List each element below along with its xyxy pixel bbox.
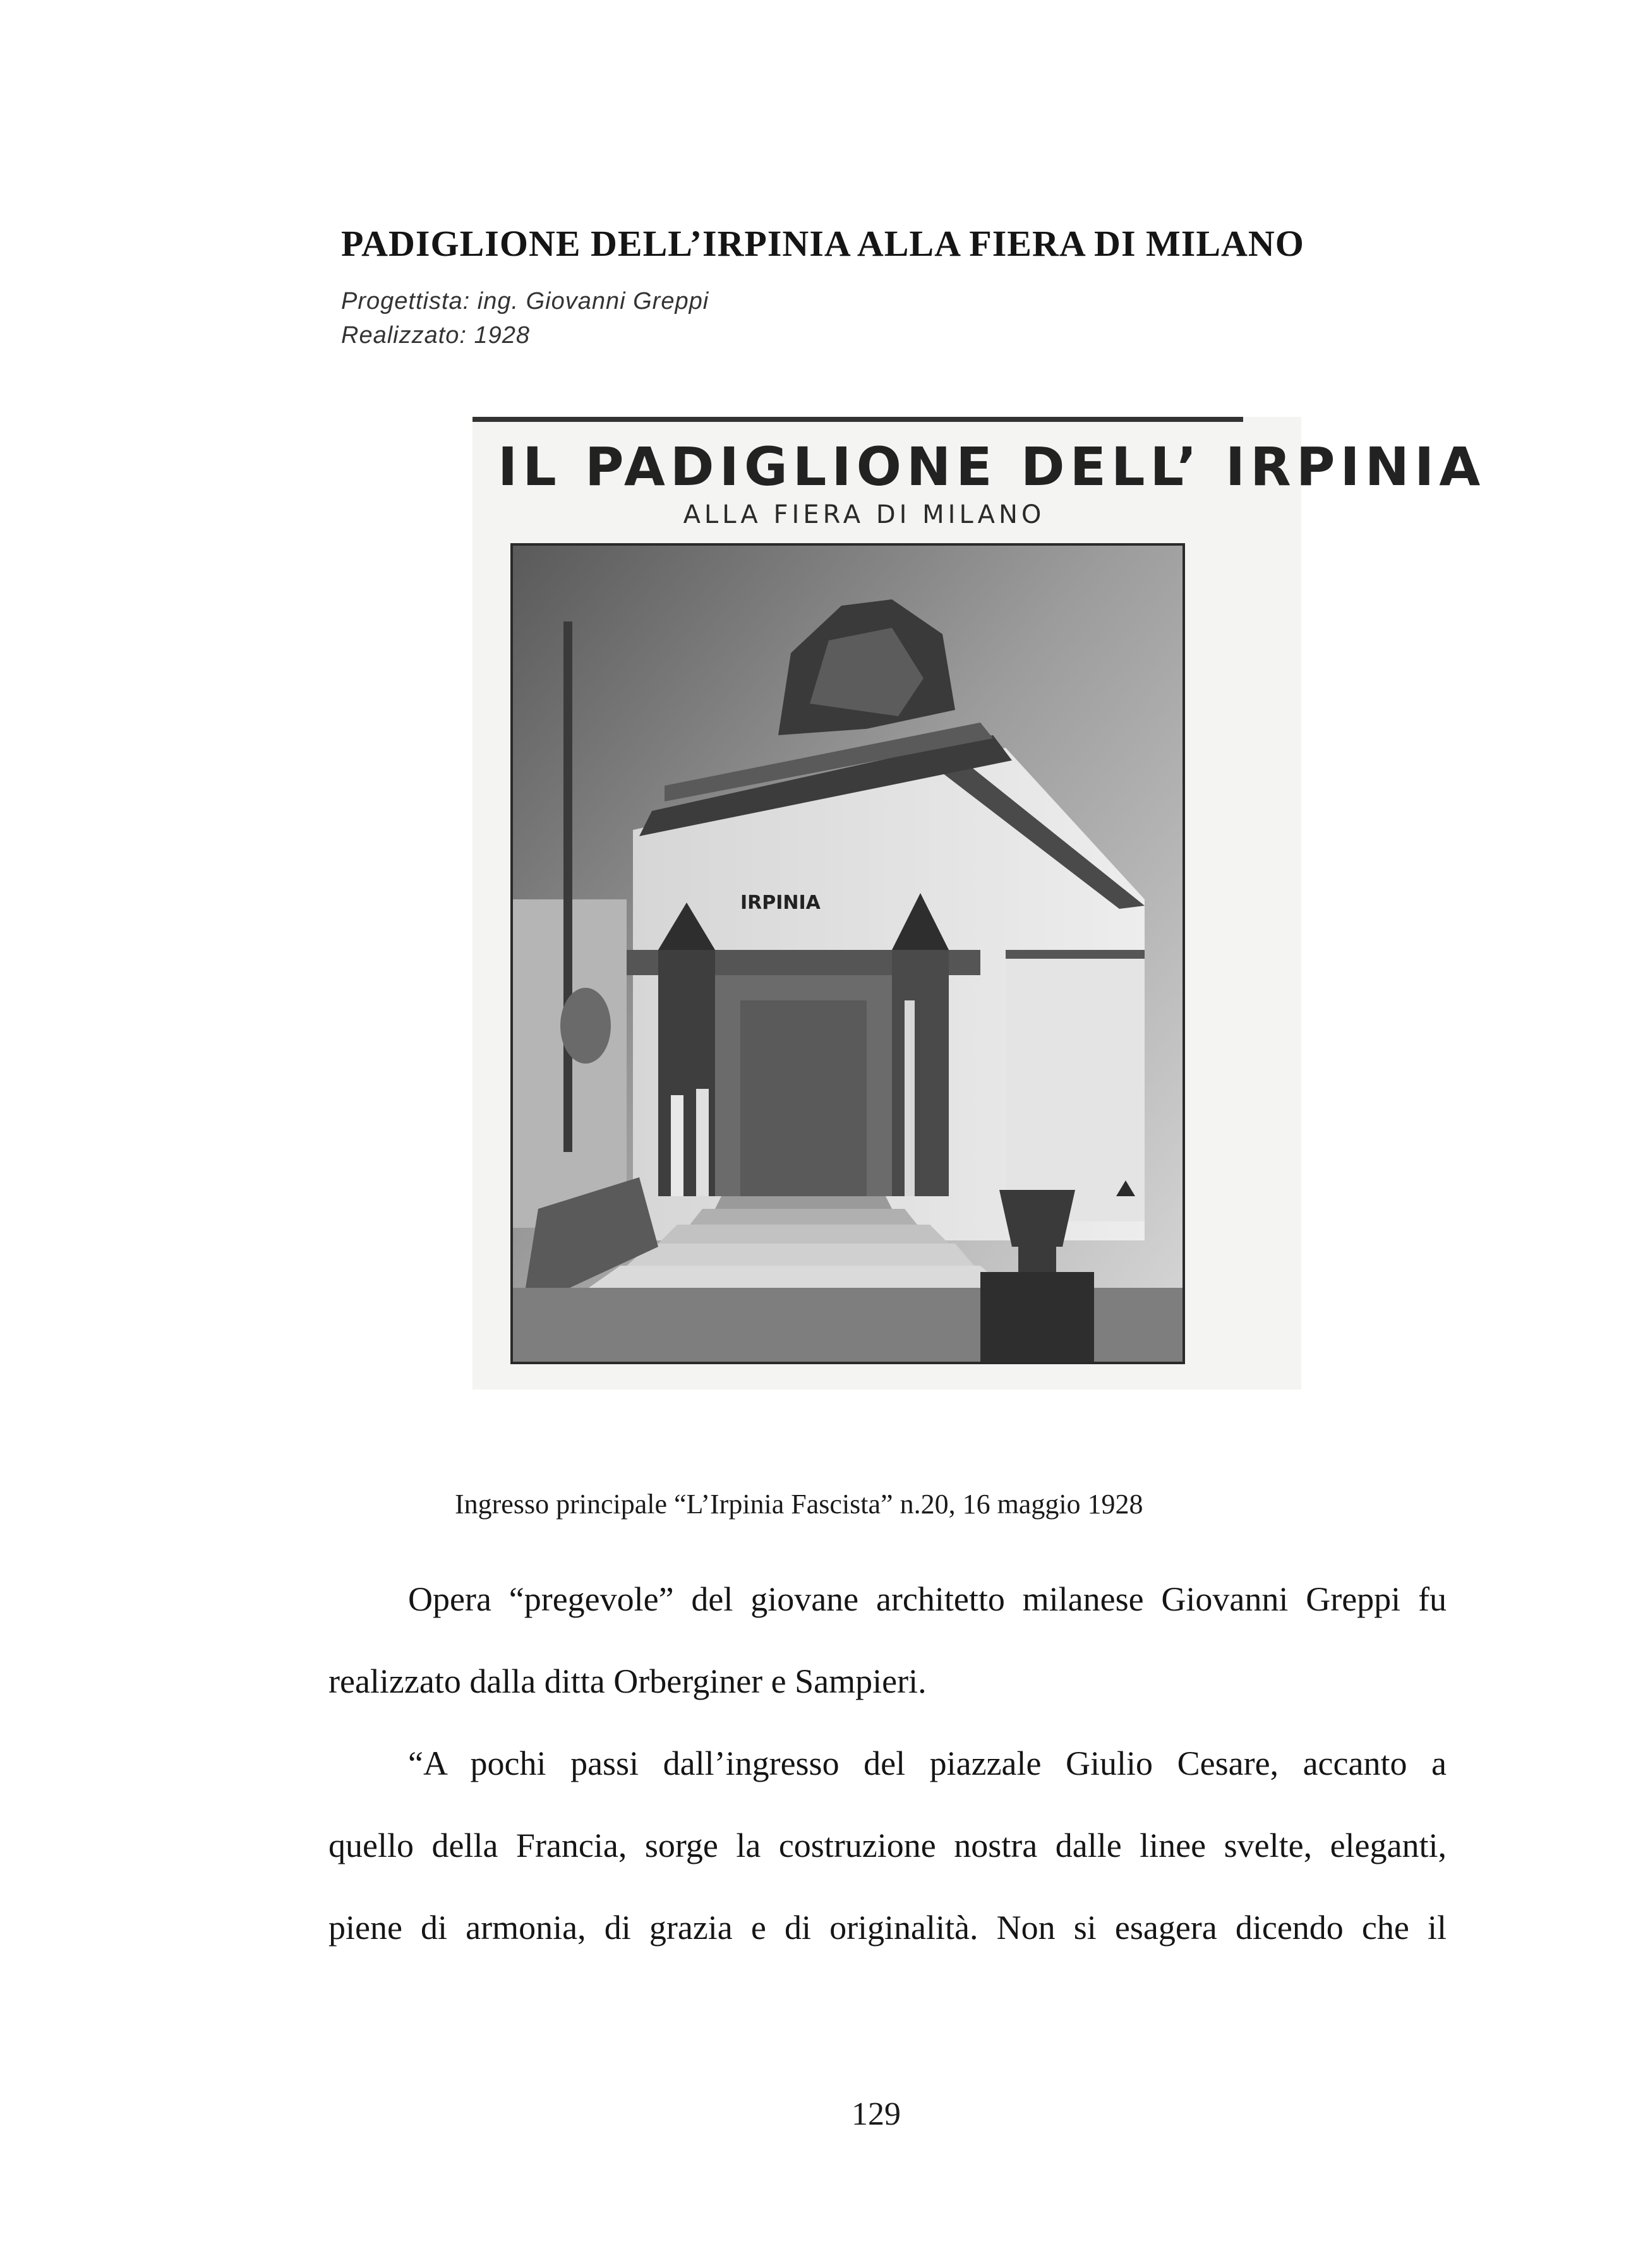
- photo-caption: Ingresso principale “L’Irpinia Fascista” n.20, 16 maggio 1928: [455, 1489, 1143, 1520]
- body-line: quello della Francia, sorge la costruzione nostra dalle linee svelte, eleganti,: [328, 1827, 1447, 1864]
- clipping-subheadline: ALLA FIERA DI MILANO: [683, 500, 1045, 529]
- document-title: PADIGLIONE DELL’IRPINIA ALLA FIERA DI MILANO: [341, 223, 1304, 264]
- page-number: 129: [852, 2096, 901, 2132]
- body-line: realizzato dalla ditta Orberginer e Sampieri.: [328, 1662, 927, 1700]
- newspaper-clipping: [472, 417, 1486, 1389]
- pavilion-illustration: [513, 546, 1183, 1362]
- body-line: “A pochi passi dall’ingresso del piazzale Giulio Cesare, accanto a: [408, 1744, 1447, 1782]
- pavilion-photo: [510, 543, 1185, 1364]
- designer-line: Progettista: ing. Giovanni Greppi: [341, 288, 709, 315]
- built-line: Realizzato: 1928: [341, 322, 531, 349]
- body-line: piene di armonia, di grazia e di originalità. Non si esagera dicendo che il: [328, 1909, 1447, 1947]
- clipping-headline: IL PADIGLIONE DELL’ IRPINIA: [498, 436, 1486, 498]
- building-sign: IRPINIA: [740, 892, 821, 914]
- clipping-top-rule: [472, 417, 1243, 422]
- body-line: Opera “pregevole” del giovane architetto milanese Giovanni Greppi fu: [408, 1580, 1447, 1618]
